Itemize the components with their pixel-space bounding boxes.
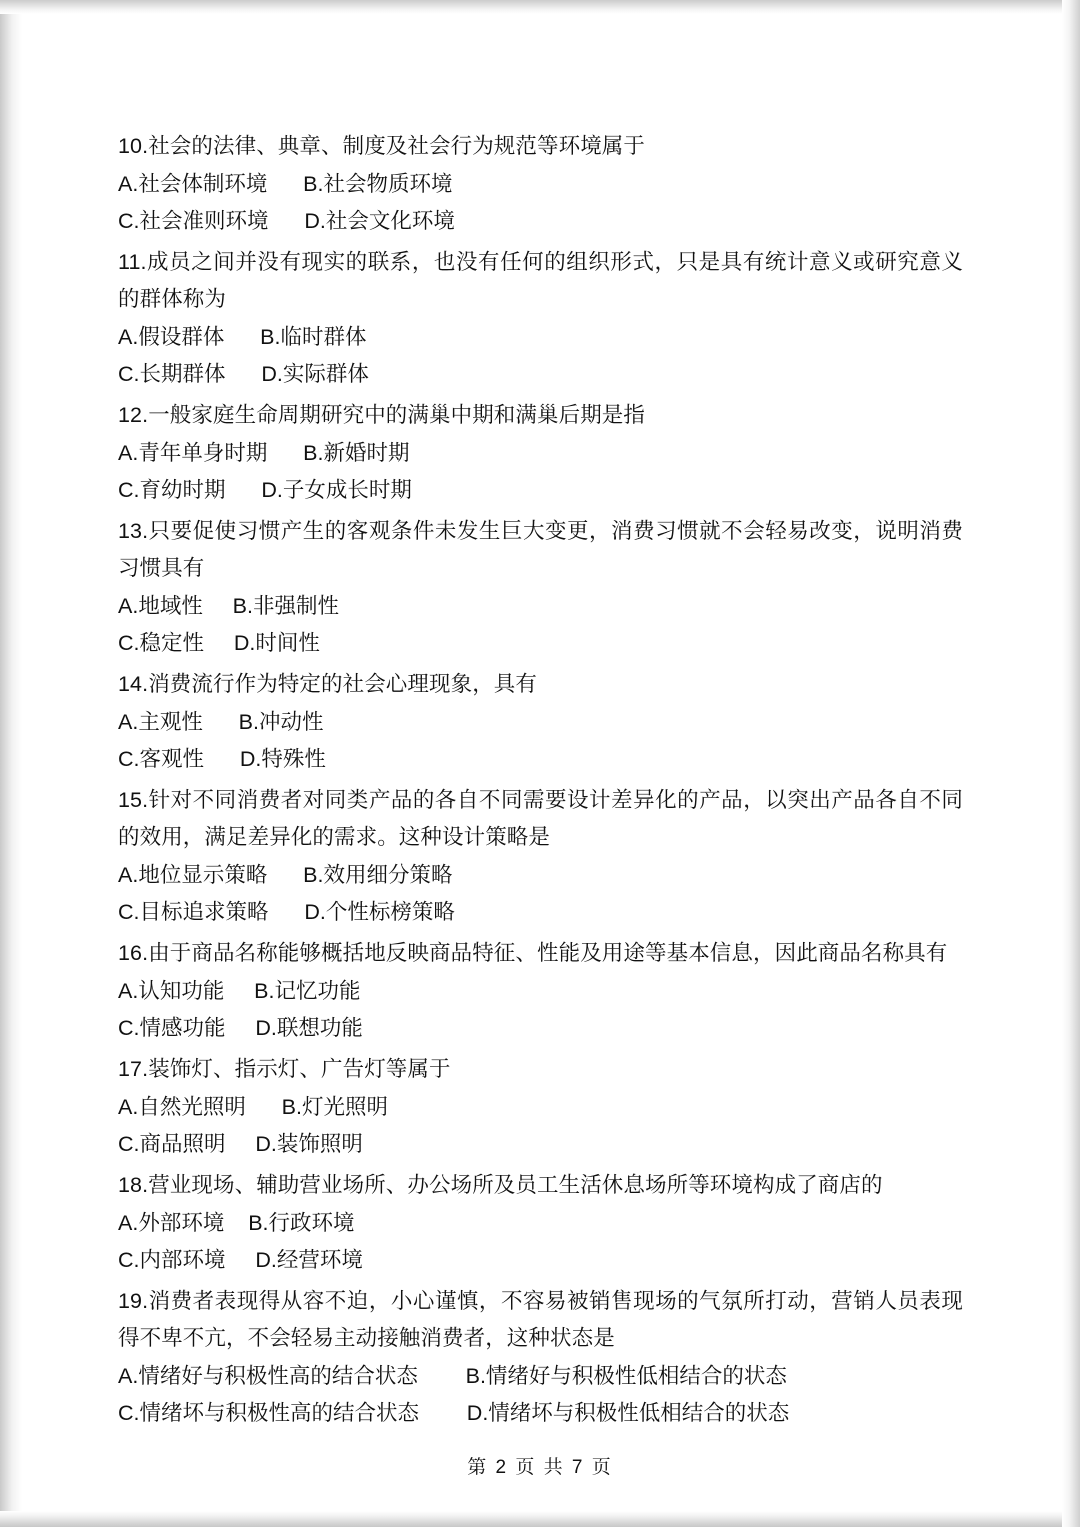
question-options-row: A.地位显示策略 B.效用细分策略: [118, 863, 453, 887]
question-stem: 12.一般家庭生命周期研究中的满巢中期和满巢后期是指: [118, 403, 645, 427]
question-item: [118, 244, 963, 393]
question-options-row: C.目标追求策略 D.个性标榜策略: [118, 900, 455, 924]
page-top-edge-shadow: [0, 0, 1080, 14]
question-options-row: C.稳定性 D.时间性: [118, 631, 320, 655]
question-stem: 19.消费者表现得从容不迫，小心谨慎，不容易被销售现场的气氛所打动，营销人员表现得不卑不亢，不会轻易主动接触消费者，这种状态是: [118, 1289, 963, 1350]
page-bottom-edge-shadow: [0, 1511, 1080, 1527]
question-options-row: C.情绪坏与积极性高的结合状态 D.情绪坏与积极性低相结合的状态: [118, 1401, 790, 1425]
question-options-row: A.主观性 B.冲动性: [118, 710, 324, 734]
question-item: [118, 666, 963, 778]
question-item: [118, 128, 963, 240]
question-options-row: C.社会准则环境 D.社会文化环境: [118, 209, 455, 233]
question-item: [118, 397, 963, 509]
question-stem: 16.由于商品名称能够概括地反映商品特征、性能及用途等基本信息，因此商品名称具有: [118, 941, 948, 965]
question-stem: 15.针对不同消费者对同类产品的各自不同需要设计差异化的产品，以突出产品各自不同的效用，满足差异化的需求。这种设计策略是: [118, 788, 963, 849]
question-item: [118, 513, 963, 662]
question-stem: 17.装饰灯、指示灯、广告灯等属于: [118, 1057, 451, 1081]
question-item: [118, 1283, 963, 1432]
question-list: [118, 128, 963, 1436]
page-footer: 第 2 页 共 7 页: [467, 1457, 613, 1478]
question-options-row: A.情绪好与积极性高的结合状态 B.情绪好与积极性低相结合的状态: [118, 1364, 787, 1388]
question-options-row: C.情感功能 D.联想功能: [118, 1016, 363, 1040]
question-options-row: C.客观性 D.特殊性: [118, 747, 326, 771]
question-options-row: A.自然光照明 B.灯光照明: [118, 1095, 388, 1119]
question-stem: 11.成员之间并没有现实的联系，也没有任何的组织形式，只是具有统计意义或研究意义的群体称为: [118, 250, 963, 311]
question-stem: 10.社会的法律、典章、制度及社会行为规范等环境属于: [118, 134, 645, 158]
question-options-row: A.地域性 B.非强制性: [118, 594, 339, 618]
question-options-row: C.内部环境 D.经营环境: [118, 1248, 363, 1272]
question-options-row: A.社会体制环境 B.社会物质环境: [118, 172, 453, 196]
question-options-row: A.假设群体 B.临时群体: [118, 325, 367, 349]
question-options-row: C.育幼时期 D.子女成长时期: [118, 478, 412, 502]
question-stem: 13.只要促使习惯产生的客观条件未发生巨大变更，消费习惯就不会轻易改变，说明消费习惯具有: [118, 519, 963, 580]
question-stem: 14.消费流行作为特定的社会心理现象，具有: [118, 672, 537, 696]
question-item: [118, 1167, 963, 1279]
question-item: [118, 935, 963, 1047]
question-options-row: A.青年单身时期 B.新婚时期: [118, 441, 410, 465]
question-options-row: C.商品照明 D.装饰照明: [118, 1132, 363, 1156]
question-options-row: A.认知功能 B.记忆功能: [118, 979, 361, 1003]
question-options-row: C.长期群体 D.实际群体: [118, 362, 369, 386]
question-item: [118, 782, 963, 931]
question-stem: 18.营业现场、辅助营业场所、办公场所及员工生活休息场所等环境构成了商店的: [118, 1173, 883, 1197]
question-item: [118, 1051, 963, 1163]
question-options-row: A.外部环境 B.行政环境: [118, 1211, 355, 1235]
